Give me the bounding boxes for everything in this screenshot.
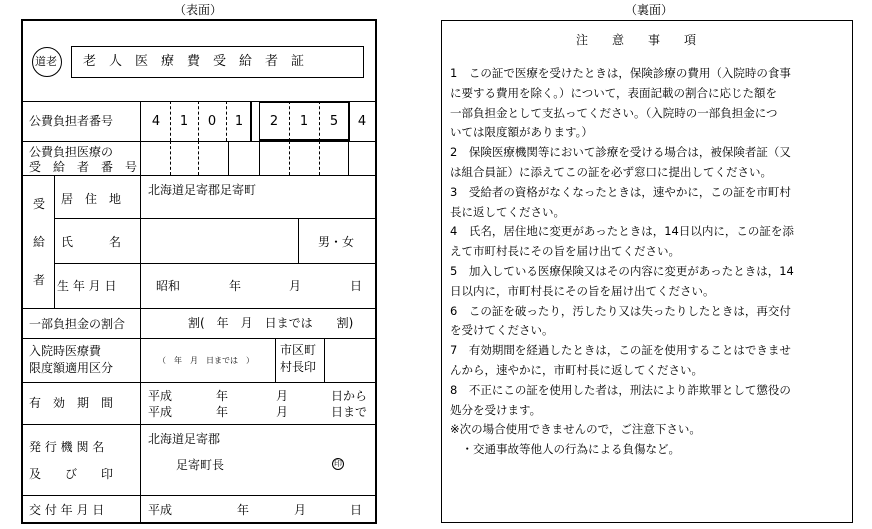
validity-from-era: 平成 bbox=[148, 389, 173, 403]
notes-line: いては限度額があります。） bbox=[450, 125, 593, 140]
notes-line: ※次の場合使用できませんので，ご注意下さい。 bbox=[450, 422, 701, 437]
payer-number-label: 公費負担者番号 bbox=[29, 114, 114, 128]
notes-line: ・交通事故等他人の行為による負傷など。 bbox=[450, 442, 680, 457]
birth-day-unit: 日 bbox=[350, 279, 363, 293]
validity-until-month: 月 bbox=[276, 405, 289, 419]
notes-line: 一部負担金として支払ってください。（入院時の一部負担金につ bbox=[450, 105, 778, 120]
payer-digit-8: 4 bbox=[357, 114, 367, 129]
front-caption: （表面） bbox=[174, 3, 223, 17]
payer-digit-4: 1 bbox=[234, 114, 244, 129]
notes-line: 長に返してください。 bbox=[450, 204, 565, 219]
notes-line: 日以内に，市町村長にその旨を届け出てください。 bbox=[450, 283, 715, 298]
validity-until-year: 年 bbox=[216, 405, 229, 419]
group-char-2: 給 bbox=[33, 235, 46, 249]
card-title: 老 人 医 療 費 受 給 者 証 bbox=[83, 54, 305, 69]
issue-date-year: 年 bbox=[237, 503, 250, 517]
payer-digit-2: 1 bbox=[179, 114, 189, 129]
notes-line: 7 有効期間を経過したときは，この証を使用することはできませ bbox=[450, 343, 791, 358]
notes-line: を受けてください。 bbox=[450, 323, 554, 338]
group-char-1: 受 bbox=[33, 197, 46, 211]
birth-label: 生 年 月 日 bbox=[57, 279, 117, 293]
birth-month-unit: 月 bbox=[289, 279, 302, 293]
recipient-number-label-1: 公費負担医療の bbox=[29, 145, 114, 159]
recipient-number-label-2: 受 給 者 番 号 bbox=[29, 160, 138, 174]
issue-date-era: 平成 bbox=[148, 503, 173, 517]
validity-until-label: 日まで bbox=[331, 405, 368, 419]
notes-line: 1 この証で医療を受けたときは，保険診療の費用（入院時の食事 bbox=[450, 66, 791, 80]
copay-value: 割( 年 月 日までは 割) bbox=[188, 316, 354, 330]
inpatient-value: （ 年 月 日までは ） bbox=[158, 356, 254, 365]
payer-digit-1: 4 bbox=[151, 114, 161, 129]
notes-line: 5 加入している医療保険又はその内容に変更があったときは，14 bbox=[450, 264, 794, 278]
group-char-3: 者 bbox=[33, 273, 46, 287]
notes-line: 3 受給者の資格がなくなったときは，速やかに，この証を市町村 bbox=[450, 184, 791, 199]
notes-line: えて市町村長にその旨を届け出てください。 bbox=[450, 244, 680, 259]
notes-heading: 注 意 事 項 bbox=[576, 33, 697, 47]
issuer-value-2: 足寄町長 bbox=[176, 458, 225, 472]
copay-label: 一部負担金の割合 bbox=[29, 317, 126, 331]
validity-from-label: 日から bbox=[331, 389, 368, 403]
issuer-seal: 印 bbox=[334, 459, 342, 468]
notes-line: んから，速やかに，市町村長に返してください。 bbox=[450, 363, 703, 377]
validity-label: 有 効 期 間 bbox=[29, 396, 114, 410]
notes-line: に要する費用を除く。）について，表面記載の割合に応じた額を bbox=[450, 85, 778, 100]
sex-value: 男・女 bbox=[318, 235, 355, 249]
front-card bbox=[21, 19, 377, 524]
badge-label: 道老 bbox=[35, 55, 57, 68]
notes-line: 6 この証を破ったり，汚したり又は失ったりしたときは，再交付 bbox=[450, 303, 791, 318]
notes-line: 4 氏名，居住地に変更があったときは，14日以内に，この証を添 bbox=[450, 224, 794, 239]
inpatient-label-2: 限度額適用区分 bbox=[29, 361, 114, 375]
notes-line: は組合員証）に添えてこの証を必ず窓口に提出してください。 bbox=[450, 165, 772, 179]
birth-year-unit: 年 bbox=[229, 279, 242, 293]
issue-date-label: 交 付 年 月 日 bbox=[29, 503, 105, 517]
birth-era: 昭和 bbox=[156, 279, 181, 293]
seal-label-1: 市区町 bbox=[280, 343, 317, 357]
validity-until-era: 平成 bbox=[148, 405, 173, 419]
address-value: 北海道足寄郡足寄町 bbox=[148, 183, 257, 197]
payer-digit-5: 2 bbox=[269, 114, 279, 129]
notes-line: 2 保険医療機関等において診療を受ける場合は，被保険者証（又 bbox=[450, 145, 791, 160]
name-label: 氏 名 bbox=[61, 235, 122, 249]
payer-digit-3: 0 bbox=[207, 114, 217, 129]
address-label: 居 住 地 bbox=[61, 192, 122, 206]
back-card bbox=[441, 20, 853, 523]
issue-date-month: 月 bbox=[294, 503, 307, 517]
validity-from-year: 年 bbox=[216, 389, 229, 403]
notes-line: 8 不正にこの証を使用した者は，刑法により詐欺罪として懲役の bbox=[450, 382, 791, 397]
issuer-value-1: 北海道足寄郡 bbox=[148, 432, 221, 446]
notes-line: 処分を受けます。 bbox=[450, 402, 542, 417]
inpatient-label-1: 入院時医療費 bbox=[29, 344, 102, 358]
validity-from-month: 月 bbox=[276, 389, 289, 403]
issuer-label-2: 及 び 印 bbox=[29, 467, 114, 481]
payer-digit-7: 5 bbox=[329, 114, 339, 129]
back-caption: （裏面） bbox=[625, 3, 674, 17]
issuer-label-1: 発 行 機 関 名 bbox=[29, 440, 105, 454]
payer-digit-6: 1 bbox=[299, 114, 309, 129]
issue-date-day: 日 bbox=[350, 503, 363, 517]
seal-label-2: 村長印 bbox=[280, 360, 317, 374]
